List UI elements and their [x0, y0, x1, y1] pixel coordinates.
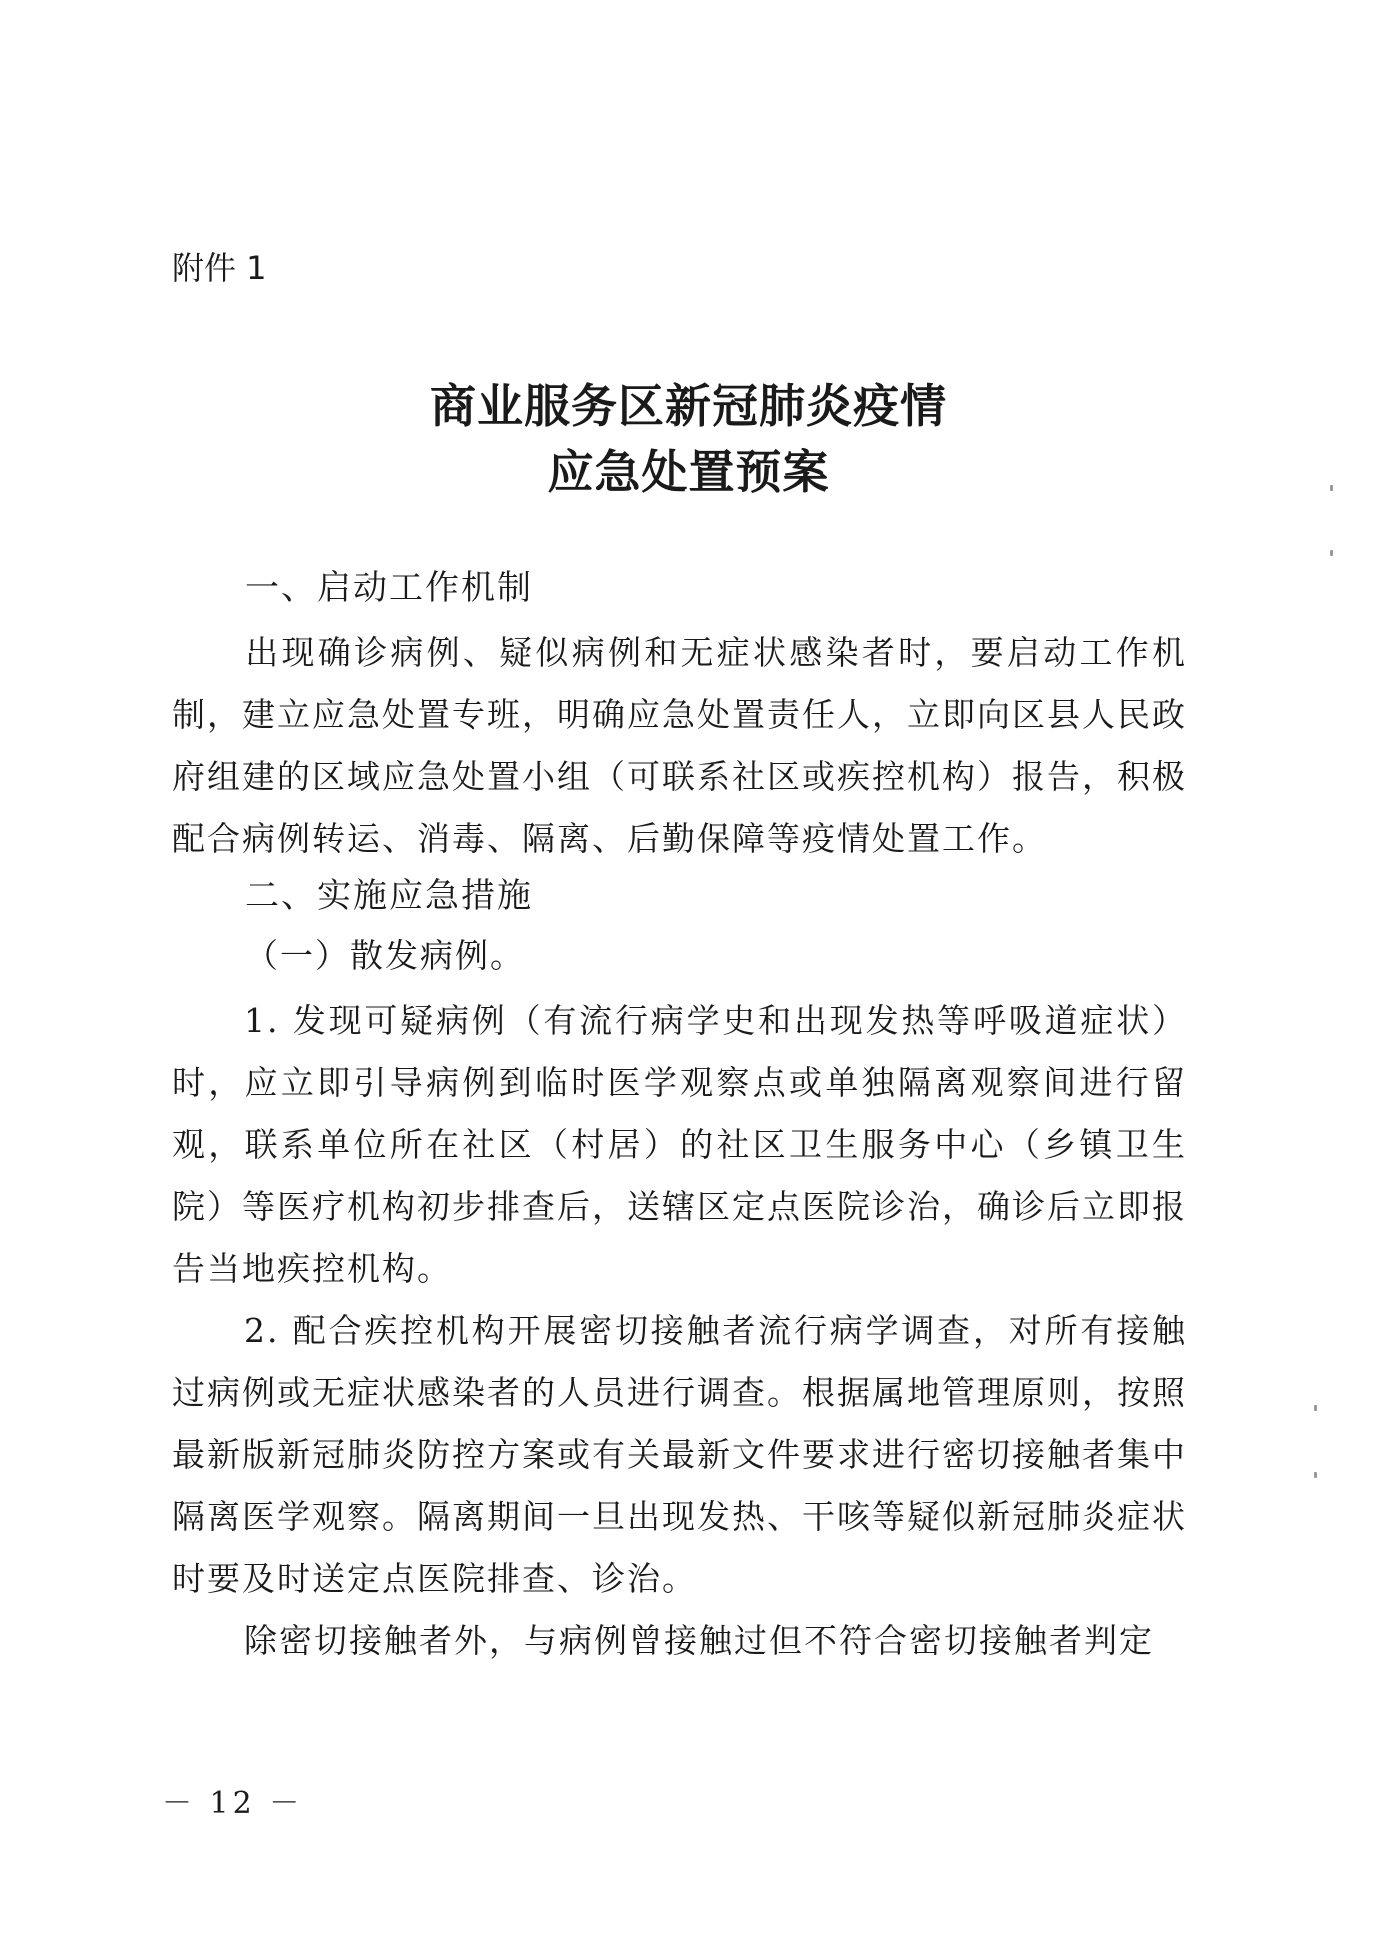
page-number: － 12 －: [162, 1786, 304, 1821]
item1-paragraph-text: 1. 发现可疑病例（有流行病学史和出现发热等呼吸道症状）时，应立即引导病例到临时医学观察点或单独隔离观察间进行留观，联系单位所在社区（村居）的社区卫生服务中心（乡镇卫生院）等医疗机构初步排查后，送辖区定点医院诊治，确诊后立即报告当地疾控机构。: [172, 1001, 1187, 1288]
section1-heading: 一、启动工作机制: [245, 568, 533, 608]
item2-paragraph: [172, 1300, 1187, 1610]
section2-heading: 二、实施应急措施: [245, 876, 533, 916]
section1-paragraph: [172, 622, 1187, 870]
attachment-label: 附件 1: [172, 249, 267, 287]
item3-paragraph-text: 除密切接触者外，与病例曾接触过但不符合密切接触者判定: [244, 1621, 1154, 1660]
document-title-line2: 应急处置预案: [547, 445, 830, 499]
scan-speck: [1314, 1405, 1317, 1411]
subsection1-heading: （一）散发病例。: [245, 936, 525, 975]
document-title-line1: 商业服务区新冠肺炎疫情: [430, 379, 947, 433]
scan-speck: [1330, 485, 1333, 491]
scan-speck: [1314, 1472, 1317, 1478]
item3-paragraph: [172, 1610, 1187, 1672]
item1-paragraph: [172, 990, 1187, 1300]
scan-speck: [1330, 550, 1333, 556]
section1-paragraph-text: 出现确诊病例、疑似病例和无症状感染者时，要启动工作机制，建立应急处置专班，明确应急处置责任人，立即向区县人民政府组建的区域应急处置小组（可联系社区或疾控机构）报告，积极配合病例转运、消毒、隔离、后勤保障等疫情处置工作。: [172, 633, 1187, 858]
item2-paragraph-text: 2. 配合疾控机构开展密切接触者流行病学调查，对所有接触过病例或无症状感染者的人员进行调查。根据属地管理原则，按照最新版新冠肺炎防控方案或有关最新文件要求进行密切接触者集中隔离医学观察。隔离期间一旦出现发热、干咳等疑似新冠肺炎症状时要及时送定点医院排查、诊治。: [172, 1311, 1187, 1598]
